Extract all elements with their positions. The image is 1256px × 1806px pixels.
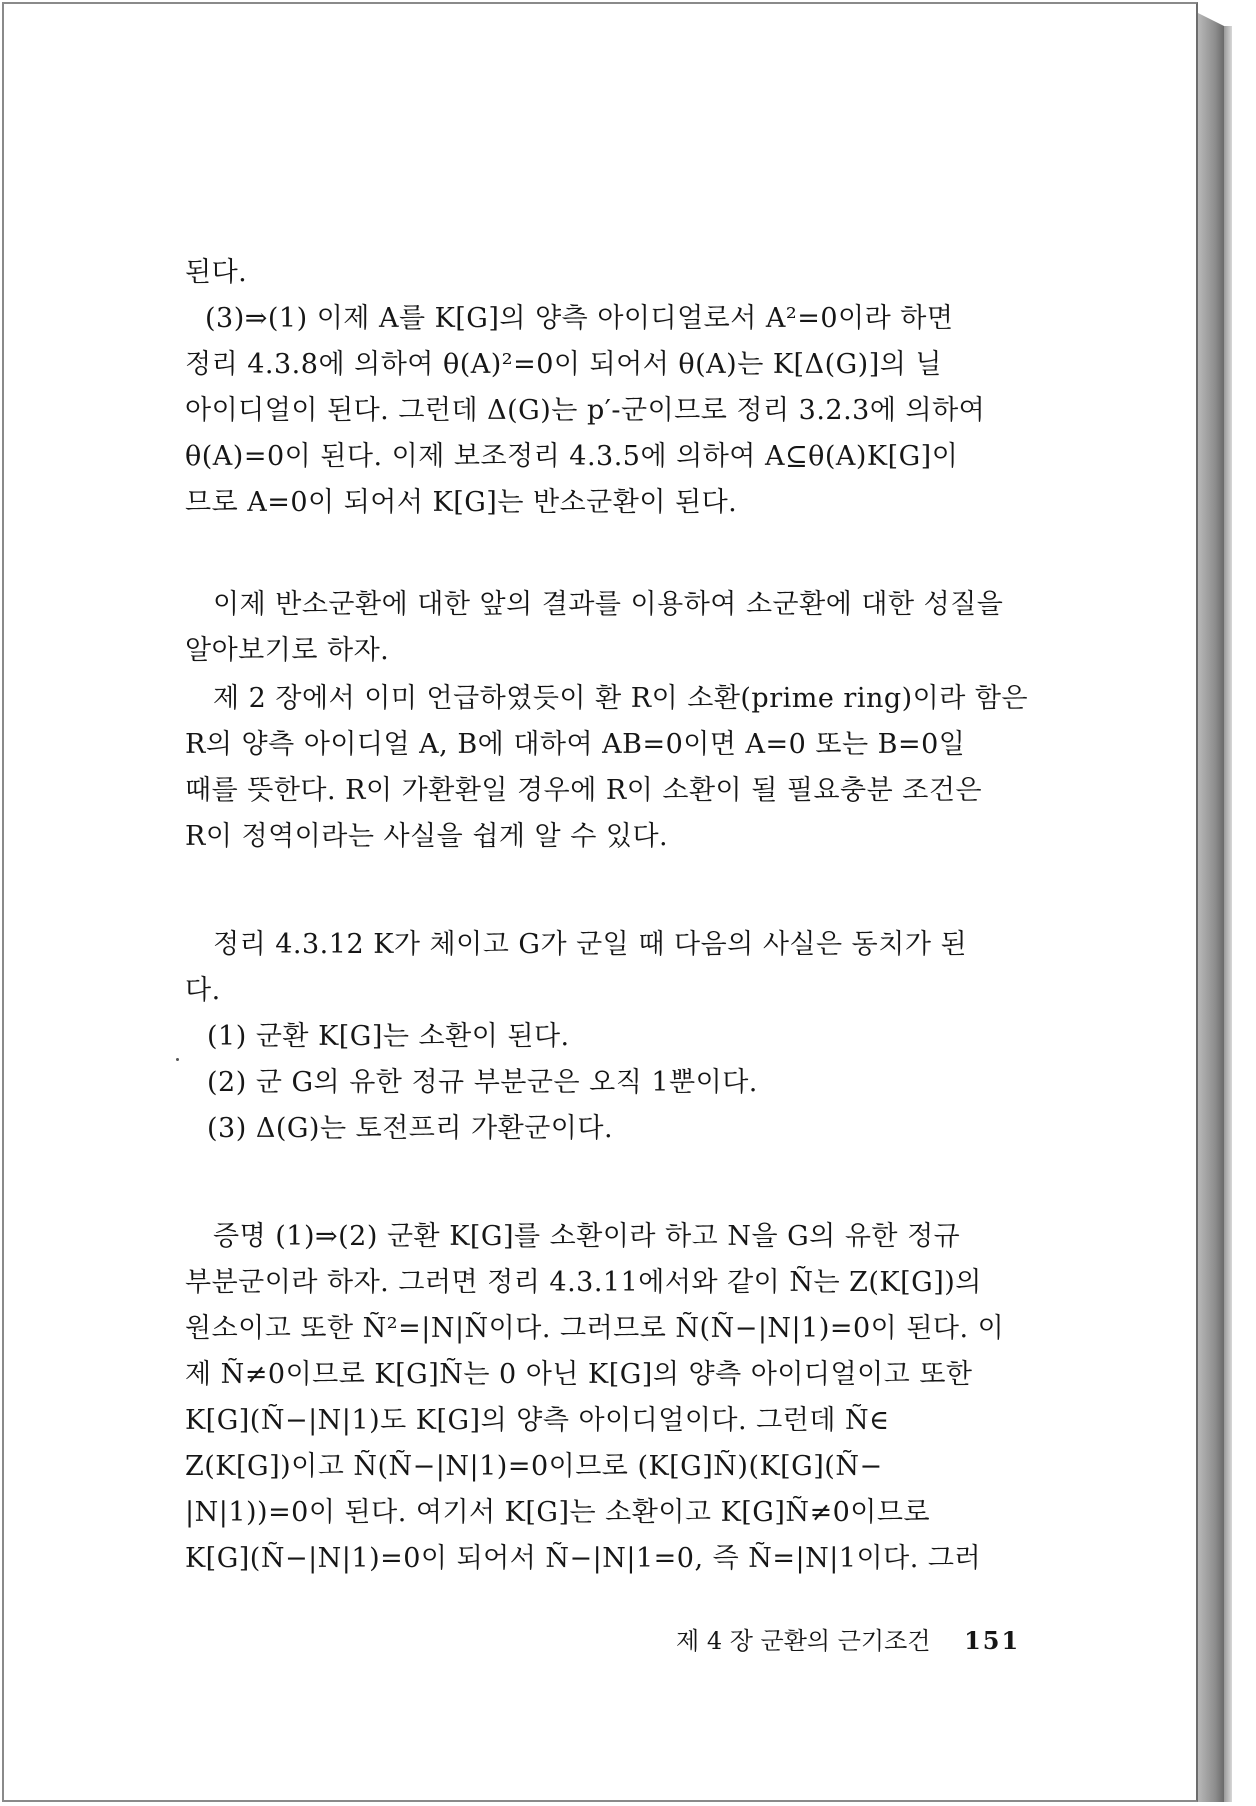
theorem-condition-2: (2) 군 G의 유한 정규 부분군은 오직 1뿐이다. — [207, 1067, 758, 1098]
page-number: 151 — [964, 1626, 1021, 1655]
text-line: K[G](Ñ−|N|1)도 K[G]의 양측 아이디얼이다. 그런데 Ñ∈ — [185, 1405, 890, 1436]
text-line: 제 2 장에서 이미 언급하였듯이 환 R이 소환(prime ring)이라 함은 — [213, 683, 1029, 714]
proof-paragraph — [185, 1214, 1023, 1582]
continuation-text — [185, 250, 1023, 296]
proof-step-3-1 — [185, 296, 1023, 526]
intro-paragraph — [185, 582, 1023, 674]
text-line: 부분군이라 하자. 그러면 정리 4.3.11에서와 같이 Ñ는 Z(K[G])의 — [185, 1267, 982, 1298]
theorem-4-3-12 — [185, 922, 1023, 1152]
text-line: 므로 A=0이 되어서 K[G]는 반소군환이 된다. — [185, 487, 738, 518]
text-line: 때를 뜻한다. R이 가환환일 경우에 R이 소환이 될 필요충분 조건은 — [185, 775, 983, 806]
text-line: R의 양측 아이디얼 A, B에 대하여 AB=0이면 A=0 또는 B=0일 — [185, 729, 966, 760]
page-shadow — [1224, 26, 1232, 1802]
page-edge — [1196, 12, 1224, 1802]
text-line: R이 정역이라는 사실을 쉽게 알 수 있다. — [185, 821, 669, 852]
theorem-statement: 정리 4.3.12 K가 체이고 G가 군일 때 다음의 사실은 동치가 된 — [213, 929, 968, 960]
text-line: 원소이고 또한 Ñ²=|N|Ñ이다. 그러므로 Ñ(Ñ−|N|1)=0이 된다. 이 — [185, 1313, 1005, 1344]
text-line: 증명 (1)⇒(2) 군환 K[G]를 소환이라 하고 N을 G의 유한 정규 — [213, 1221, 961, 1252]
text-line: θ(A)=0이 된다. 이제 보조정리 4.3.5에 의하여 A⊆θ(A)K[G]이 — [185, 441, 959, 472]
text-line: 알아보기로 하자. — [185, 635, 390, 666]
text-line: 된다. — [185, 257, 248, 288]
text-line: 제 Ñ≠0이므로 K[G]Ñ는 0 아닌 K[G]의 양측 아이디얼이고 또한 — [185, 1359, 973, 1390]
chapter-title: 제 4 장 군환의 근기조건 — [676, 1627, 931, 1655]
text-line: 이제 반소군환에 대한 앞의 결과를 이용하여 소군환에 대한 성질을 — [213, 589, 1004, 620]
scan-speck — [176, 1058, 179, 1061]
text-line: K[G](Ñ−|N|1)=0이 되어서 Ñ−|N|1=0, 즉 Ñ=|N|1이다. 그러 — [185, 1543, 982, 1574]
prime-ring-definition — [185, 676, 1029, 860]
text-line: Z(K[G])이고 Ñ(Ñ−|N|1)=0이므로 (K[G]Ñ)(K[G](Ñ− — [185, 1451, 883, 1482]
page-footer — [676, 1621, 1021, 1656]
text-line: (3)⇒(1) 이제 A를 K[G]의 양측 아이디얼로서 A²=0이라 하면 — [205, 303, 954, 334]
text-line: 아이디얼이 된다. 그런데 Δ(G)는 p′-군이므로 정리 3.2.3에 의하여 — [185, 395, 986, 426]
text-line: 정리 4.3.8에 의하여 θ(A)²=0이 되어서 θ(A)는 K[Δ(G)]의 닐 — [185, 349, 942, 380]
theorem-condition-3: (3) Δ(G)는 토전프리 가환군이다. — [207, 1113, 614, 1144]
theorem-condition-1: (1) 군환 K[G]는 소환이 된다. — [207, 1021, 570, 1052]
text-line: 다. — [185, 975, 221, 1006]
text-line: |N|1))=0이 된다. 여기서 K[G]는 소환이고 K[G]Ñ≠0이므로 — [185, 1497, 931, 1528]
